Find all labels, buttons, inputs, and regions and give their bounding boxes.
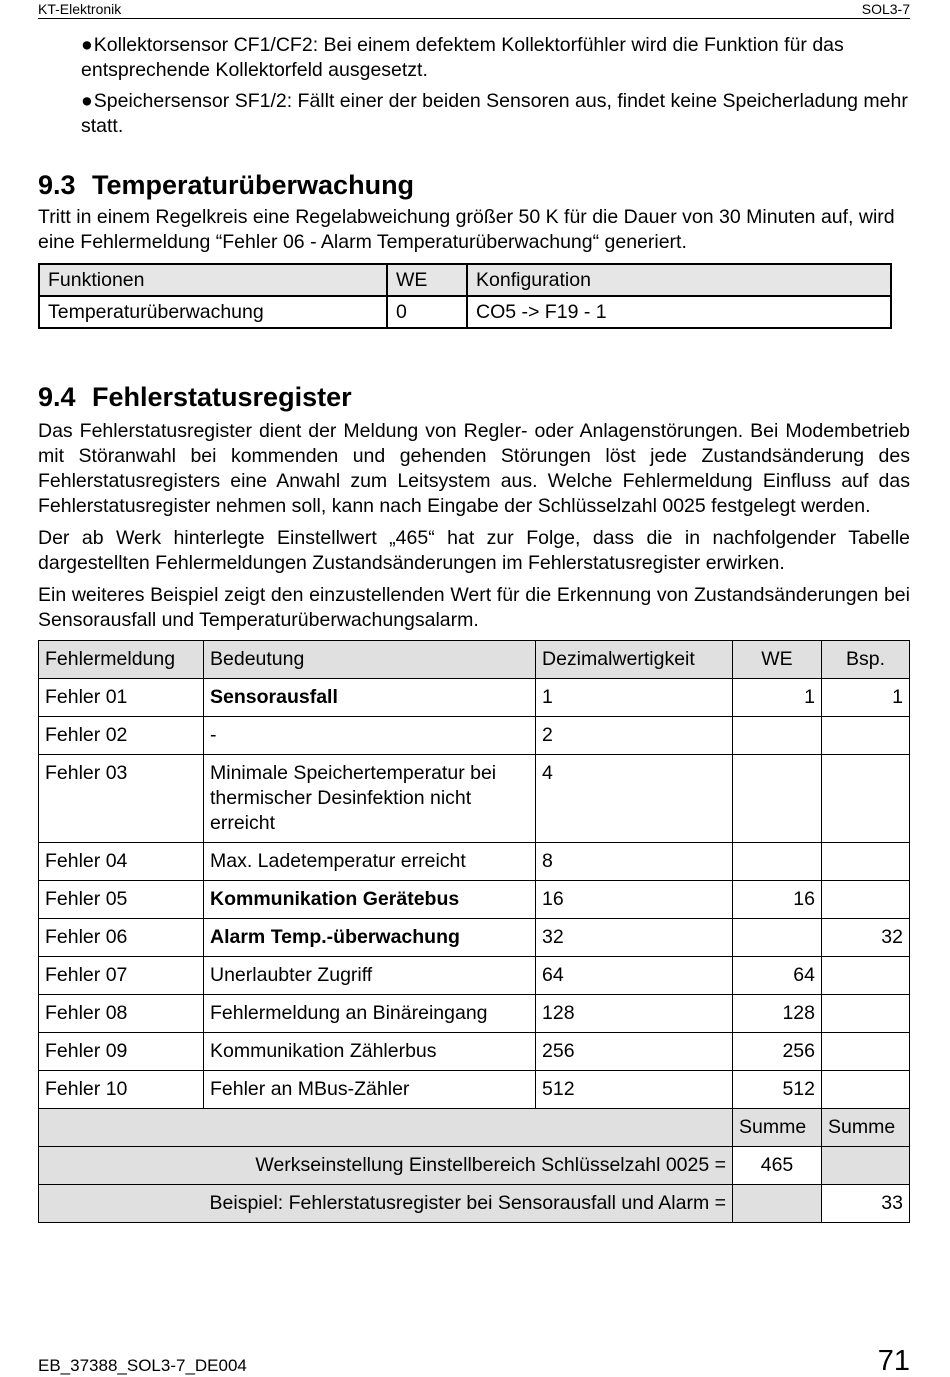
bsp-cell <box>822 755 910 843</box>
error-meaning-cell: Kommunikation Gerätebus <box>204 881 536 919</box>
footer-doc-id: EB_37388_SOL3-7_DE004 <box>38 1356 247 1375</box>
table-row <box>39 919 910 957</box>
page-header <box>38 0 910 19</box>
table-cell: Temperaturüberwachung <box>39 296 387 328</box>
we-cell <box>733 843 822 881</box>
error-meaning-cell: - <box>204 717 536 755</box>
summe-row <box>39 1109 910 1147</box>
we-cell: 128 <box>733 995 822 1033</box>
table-cell <box>733 1185 822 1223</box>
header-model: SOL3-7 <box>861 1 910 17</box>
bullet-icon: ● <box>81 34 93 56</box>
bsp-cell <box>822 843 910 881</box>
table-header-row <box>39 264 891 296</box>
error-code-cell: Fehler 08 <box>39 995 204 1033</box>
we-cell: 256 <box>733 1033 822 1071</box>
table-header-cell: WE <box>733 641 822 679</box>
summe-label-bsp: Summe <box>822 1109 910 1147</box>
bsp-cell <box>822 881 910 919</box>
bullet-item <box>81 33 910 83</box>
table-row <box>39 679 910 717</box>
header-company: KT-Elektronik <box>38 1 122 17</box>
error-meaning-cell: Sensorausfall <box>204 679 536 717</box>
error-meaning-cell: Minimale Speichertemperatur bei thermischer Desinfektion nicht erreicht <box>204 755 536 843</box>
section-title: Fehlerstatusregister <box>92 382 352 412</box>
table-row <box>39 1071 910 1109</box>
bullet-text: Kollektorsensor CF1/CF2: Bei einem defektem Kollektorfühler wird die Funktion für das entsprechende Kollektorfeld ausgesetzt. <box>81 34 844 81</box>
decimal-value-cell: 128 <box>536 995 733 1033</box>
decimal-value-cell: 8 <box>536 843 733 881</box>
decimal-value-cell: 64 <box>536 957 733 995</box>
table-row <box>39 1033 910 1071</box>
beispiel-row <box>39 1185 910 1223</box>
table-row <box>39 995 910 1033</box>
table-cell <box>39 1109 733 1147</box>
table-row <box>39 881 910 919</box>
section-heading-9-3 <box>38 169 910 201</box>
we-cell: 1 <box>733 679 822 717</box>
table-row <box>39 957 910 995</box>
section-title: Temperaturüberwachung <box>92 170 415 200</box>
bullet-icon: ● <box>81 90 93 112</box>
error-table-body <box>39 679 910 1109</box>
we-cell <box>733 717 822 755</box>
table-row <box>39 296 891 328</box>
table-header-cell: Fehlermeldung <box>39 641 204 679</box>
we-cell: 64 <box>733 957 822 995</box>
error-meaning-cell: Unerlaubter Zugriff <box>204 957 536 995</box>
decimal-value-cell: 32 <box>536 919 733 957</box>
table-cell <box>822 1147 910 1185</box>
bullet-item <box>81 89 910 139</box>
table-header-cell: Dezimalwertigkeit <box>536 641 733 679</box>
section-9-4-paragraph: Der ab Werk hinterlegte Einstellwert „465“ hat zur Folge, dass die in nachfolgender Tabelle dargestellten Fehlermeldungen Zustandsänderungen im Fehlerstatusregister erwirken. <box>38 527 910 574</box>
beispiel-value: 33 <box>822 1185 910 1223</box>
error-status-table <box>38 640 910 1223</box>
bsp-cell: 1 <box>822 679 910 717</box>
decimal-value-cell: 512 <box>536 1071 733 1109</box>
bsp-cell: 32 <box>822 919 910 957</box>
error-meaning-cell: Fehlermeldung an Binäreingang <box>204 995 536 1033</box>
temperature-monitoring-table <box>38 263 892 329</box>
decimal-value-cell: 256 <box>536 1033 733 1071</box>
decimal-value-cell: 1 <box>536 679 733 717</box>
page-footer <box>38 1345 910 1377</box>
we-cell <box>733 919 822 957</box>
error-code-cell: Fehler 06 <box>39 919 204 957</box>
error-code-cell: Fehler 04 <box>39 843 204 881</box>
we-cell: 512 <box>733 1071 822 1109</box>
error-code-cell: Fehler 09 <box>39 1033 204 1071</box>
table-row <box>39 717 910 755</box>
error-meaning-cell: Max. Ladetemperatur erreicht <box>204 843 536 881</box>
werkseinstellung-value: 465 <box>733 1147 822 1185</box>
summe-label-we: Summe <box>733 1109 822 1147</box>
bsp-cell <box>822 1033 910 1071</box>
we-cell <box>733 755 822 843</box>
section-9-4-paragraph: Ein weiteres Beispiel zeigt den einzustellenden Wert für die Erkennung von Zustandsänderungen bei Sensorausfall und Temperaturüberwachungsalarm. <box>38 584 910 631</box>
bullet-text: Speichersensor SF1/2: Fällt einer der beiden Sensoren aus, findet keine Speicherladung mehr statt. <box>81 90 908 137</box>
section-9-4-paragraph: Das Fehlerstatusregister dient der Meldung von Regler- oder Anlagenstörungen. Bei Modembetrieb mit Störanwahl bei kommenden und gehenden Störungen löst jede Zustandsänderung des Fehlerstatusregisters eine Anwahl zum Leitsystem aus. Welche Fehlermeldung Einfluss auf das Fehlerstatusregister nehmen soll, kann nach Eingabe der Schlüsselzahl 0025 festgelegt werden. <box>38 420 910 517</box>
table-cell: CO5 -> F19 - 1 <box>467 296 891 328</box>
error-code-cell: Fehler 01 <box>39 679 204 717</box>
error-code-cell: Fehler 02 <box>39 717 204 755</box>
error-code-cell: Fehler 07 <box>39 957 204 995</box>
werkseinstellung-row <box>39 1147 910 1185</box>
table-header-row <box>39 641 910 679</box>
section-heading-9-4 <box>38 381 910 413</box>
section-number: 9.4 <box>38 382 76 412</box>
table-header-cell: WE <box>387 264 467 296</box>
error-code-cell: Fehler 10 <box>39 1071 204 1109</box>
section-9-3-text: Tritt in einem Regelkreis eine Regelabweichung größer 50 K für die Dauer von 30 Minuten auf, wird eine Fehlermeldung “Fehler 06 - Alarm Temperaturüberwachung“ generiert. <box>38 206 895 253</box>
section-number: 9.3 <box>38 170 76 200</box>
werkseinstellung-label: Werkseinstellung Einstellbereich Schlüsselzahl 0025 = <box>39 1147 733 1185</box>
error-meaning-cell: Alarm Temp.-überwachung <box>204 919 536 957</box>
error-meaning-cell: Fehler an MBus-Zähler <box>204 1071 536 1109</box>
table-cell: 0 <box>387 296 467 328</box>
table-header-cell: Bsp. <box>822 641 910 679</box>
bsp-cell <box>822 1071 910 1109</box>
decimal-value-cell: 2 <box>536 717 733 755</box>
we-cell: 16 <box>733 881 822 919</box>
page-content <box>38 33 910 1223</box>
bsp-cell <box>822 717 910 755</box>
bsp-cell <box>822 995 910 1033</box>
table-row <box>39 755 910 843</box>
table-header-cell: Konfiguration <box>467 264 891 296</box>
bsp-cell <box>822 957 910 995</box>
error-code-cell: Fehler 03 <box>39 755 204 843</box>
table-header-cell: Funktionen <box>39 264 387 296</box>
table-header-cell: Bedeutung <box>204 641 536 679</box>
beispiel-label: Beispiel: Fehlerstatusregister bei Sensorausfall und Alarm = <box>39 1185 733 1223</box>
error-meaning-cell: Kommunikation Zählerbus <box>204 1033 536 1071</box>
decimal-value-cell: 4 <box>536 755 733 843</box>
decimal-value-cell: 16 <box>536 881 733 919</box>
footer-page-number: 71 <box>877 1345 910 1377</box>
table-row <box>39 843 910 881</box>
error-code-cell: Fehler 05 <box>39 881 204 919</box>
